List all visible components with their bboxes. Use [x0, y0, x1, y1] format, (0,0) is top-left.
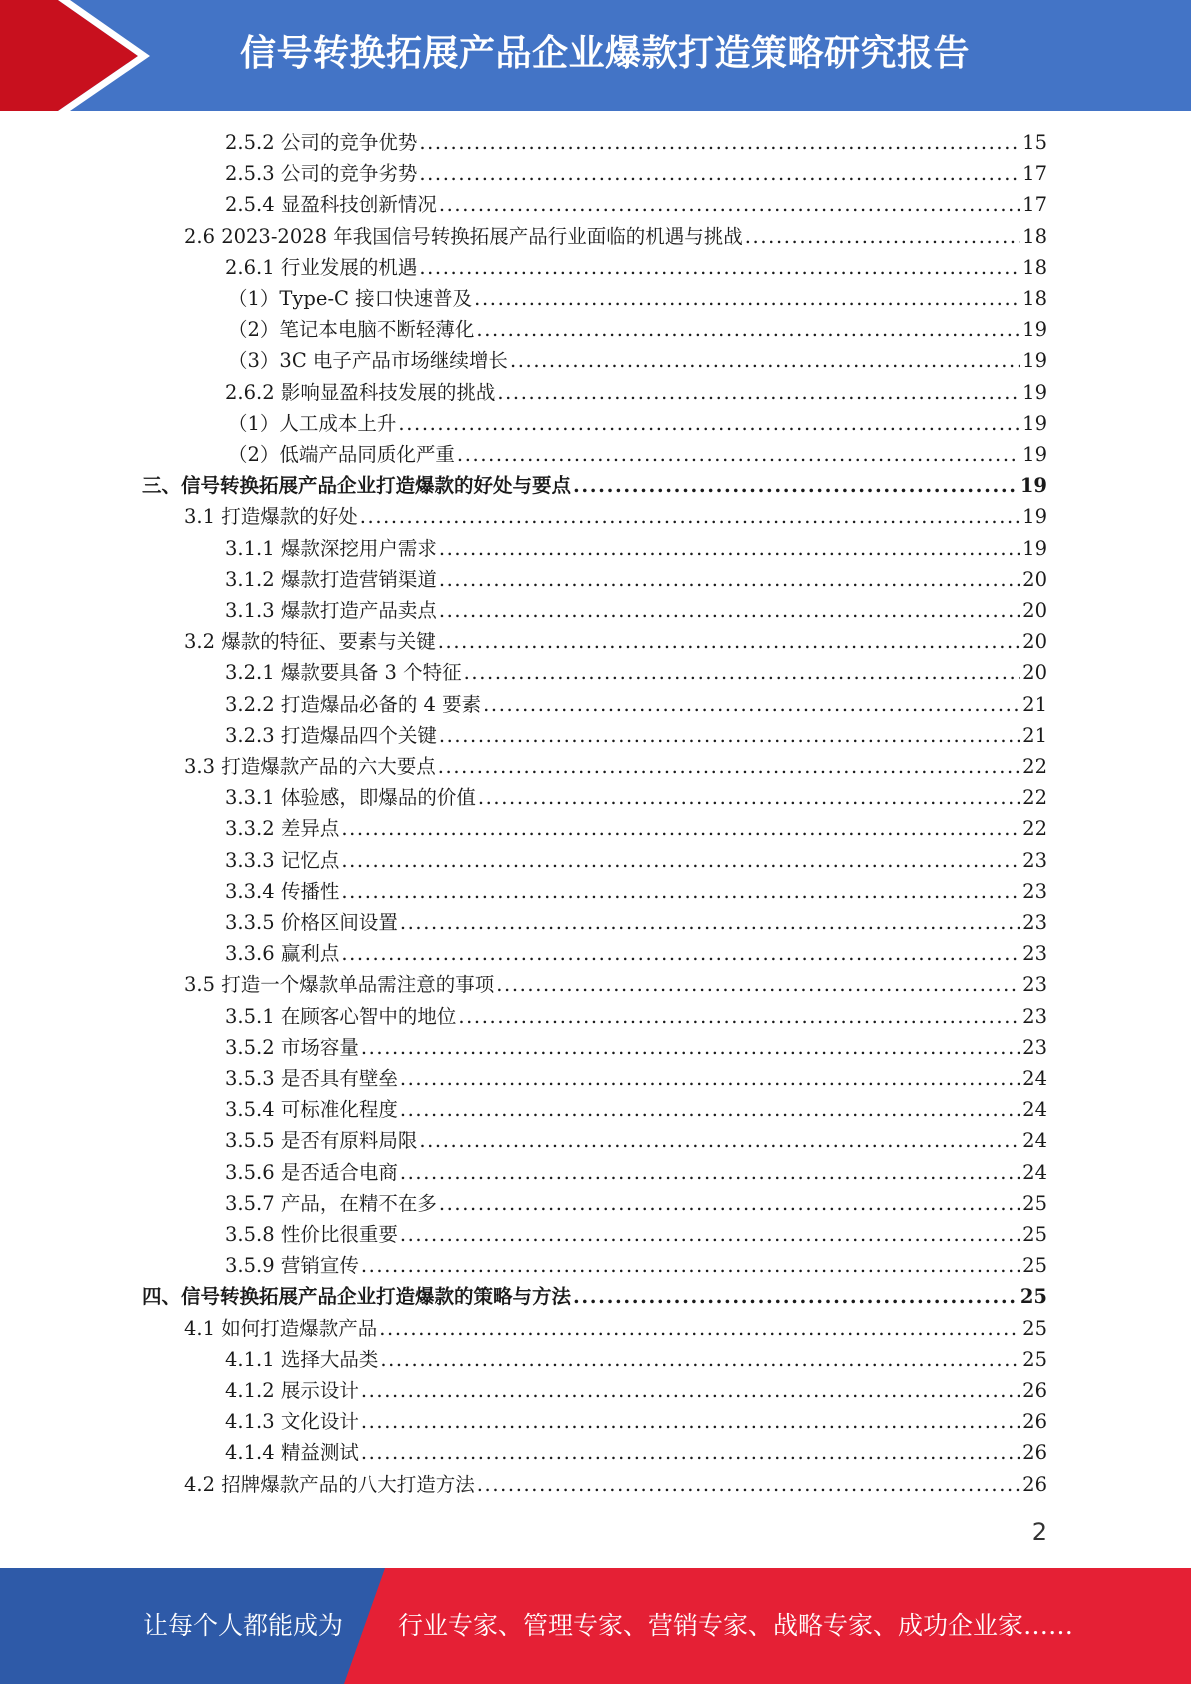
toc-entry-title: 2.6 2023-2028 年我国信号转换拓展产品行业面临的机遇与挑战 — [184, 224, 743, 248]
toc-dot-leader — [477, 1469, 1020, 1500]
toc-entry[interactable] — [225, 1406, 1047, 1437]
toc-dot-leader — [510, 345, 1020, 376]
toc-entry-page: 24 — [1022, 1129, 1047, 1153]
toc-entry-title: 3.5.2 市场容量 — [225, 1035, 359, 1059]
toc-entry-page: 26 — [1022, 1379, 1047, 1402]
toc-entry-page: 19 — [1022, 443, 1047, 466]
toc-entry-page: 23 — [1022, 1035, 1047, 1059]
toc-entry-page: 25 — [1022, 1316, 1047, 1340]
toc-entry-page: 25 — [1022, 1223, 1047, 1246]
toc-entry[interactable] — [225, 252, 1047, 283]
toc-entry[interactable] — [142, 470, 1047, 501]
toc-entry[interactable] — [225, 127, 1047, 158]
toc-dot-leader — [496, 969, 1020, 1000]
toc-entry[interactable] — [225, 907, 1047, 938]
toc-entry-page: 19 — [1019, 474, 1047, 498]
toc-dot-leader — [439, 595, 1020, 626]
toc-entry-page: 25 — [1022, 1191, 1047, 1215]
toc-dot-leader — [400, 1063, 1020, 1094]
toc-dot-leader — [476, 314, 1020, 345]
toc-dot-leader — [745, 221, 1020, 252]
toc-entry-page: 20 — [1022, 567, 1047, 591]
toc-entry-title: 3.3.1 体验感，即爆品的价值 — [225, 786, 476, 810]
toc-entry[interactable] — [228, 283, 1047, 314]
toc-dot-leader — [458, 1001, 1020, 1032]
toc-entry-title: 3.3.4 传播性 — [225, 879, 340, 903]
toc-dot-leader — [361, 1032, 1020, 1063]
toc-entry-title: 3.3.3 记忆点 — [225, 848, 340, 872]
toc-entry-title: 3.5.7 产品，在精不在多 — [225, 1191, 437, 1215]
toc-dot-leader — [341, 813, 1020, 844]
toc-entry-title: 4.1 如何打造爆款产品 — [184, 1316, 378, 1340]
toc-entry-title: 四、信号转换拓展产品企业打造爆款的策略与方法 — [142, 1285, 572, 1309]
toc-entry[interactable] — [142, 1281, 1047, 1312]
toc-dot-leader — [379, 1313, 1020, 1344]
toc-entry-page: 26 — [1022, 1410, 1047, 1434]
toc-entry-page: 21 — [1022, 692, 1047, 716]
toc-dot-leader — [361, 1437, 1020, 1468]
toc-entry-page: 19 — [1022, 536, 1047, 560]
toc-dot-leader — [361, 1375, 1020, 1406]
toc-entry-title: 3.3.6 赢利点 — [225, 942, 340, 966]
toc-dot-leader — [439, 720, 1020, 751]
toc-dot-leader — [419, 252, 1020, 283]
toc-entry-page: 23 — [1022, 879, 1047, 903]
toc-entry-title: （3）3C 电子产品市场继续增长 — [228, 349, 508, 373]
toc-entry[interactable] — [225, 1250, 1047, 1281]
toc-entry-title: 3.5.6 是否适合电商 — [225, 1160, 398, 1184]
toc-entry[interactable] — [225, 782, 1047, 813]
toc-entry-page: 19 — [1022, 349, 1047, 373]
toc-entry[interactable] — [184, 751, 1047, 782]
toc-entry-title: 3.3.2 差异点 — [225, 817, 340, 841]
toc-entry[interactable] — [225, 158, 1047, 189]
toc-entry[interactable] — [225, 689, 1047, 720]
toc-dot-leader — [360, 501, 1020, 532]
toc-dot-leader — [438, 751, 1020, 782]
toc-entry-title: 3.5.9 营销宣传 — [225, 1254, 359, 1278]
toc-entry-page: 18 — [1022, 287, 1047, 310]
toc-dot-leader — [474, 283, 1020, 314]
toc-entry-page: 20 — [1022, 661, 1047, 685]
toc-dot-leader — [419, 127, 1020, 158]
toc-entry[interactable] — [184, 1313, 1047, 1344]
toc-entry-page: 25 — [1022, 1254, 1047, 1278]
toc-entry-page: 17 — [1022, 193, 1047, 217]
toc-entry[interactable] — [228, 408, 1047, 439]
toc-dot-leader — [439, 564, 1020, 595]
toc-entry-page: 25 — [1019, 1285, 1047, 1309]
toc-entry-page: 18 — [1022, 255, 1047, 279]
footer-slogan-left: 让每个人都能成为 — [143, 1611, 344, 1640]
toc-entry-page: 26 — [1022, 1441, 1047, 1465]
toc-entry-title: 2.6.2 影响显盈科技发展的挑战 — [225, 380, 496, 404]
toc-entry[interactable] — [225, 1063, 1047, 1094]
toc-entry-page: 20 — [1022, 630, 1047, 654]
report-title: 信号转换拓展产品企业爆款打造策略研究报告 — [240, 33, 971, 74]
toc-entry[interactable] — [225, 876, 1047, 907]
toc-entry[interactable] — [225, 1094, 1047, 1125]
toc-entry-page: 15 — [1022, 131, 1047, 154]
toc-entry-page: 23 — [1022, 973, 1047, 997]
toc-entry[interactable] — [184, 501, 1047, 532]
toc-entry[interactable] — [225, 1188, 1047, 1219]
toc-entry[interactable] — [225, 1437, 1047, 1468]
toc-entry-page: 23 — [1022, 1004, 1047, 1028]
toc-entry-page: 19 — [1022, 505, 1047, 529]
toc-entry-page: 24 — [1022, 1067, 1047, 1090]
toc-entry-title: 3.1.2 爆款打造营销渠道 — [225, 567, 437, 591]
toc-entry[interactable] — [225, 720, 1047, 751]
toc-entry[interactable] — [228, 439, 1047, 470]
toc-entry[interactable] — [228, 345, 1047, 376]
toc-dot-leader — [483, 689, 1020, 720]
page-footer — [0, 1568, 1191, 1684]
toc-entry-title: 2.6.1 行业发展的机遇 — [225, 255, 418, 279]
toc-entry-title: 2.5.4 显盈科技创新情况 — [225, 193, 437, 217]
toc-entry-title: 3.1.3 爆款打造产品卖点 — [225, 599, 437, 622]
toc-dot-leader — [419, 158, 1020, 189]
toc-dot-leader — [400, 1157, 1020, 1188]
toc-entry-page: 21 — [1022, 723, 1047, 747]
toc-entry-page: 24 — [1022, 1098, 1047, 1122]
toc-entry-page: 20 — [1022, 599, 1047, 622]
toc-entry[interactable] — [225, 1375, 1047, 1406]
toc-dot-leader — [438, 626, 1020, 657]
toc-dot-leader — [573, 470, 1018, 501]
toc-entry-title: 4.1.4 精益测试 — [225, 1441, 359, 1465]
toc-entry-title: 3.5.4 可标准化程度 — [225, 1098, 398, 1122]
toc-entry-title: 3.1 打造爆款的好处 — [184, 505, 358, 529]
toc-dot-leader — [439, 1188, 1020, 1219]
toc-entry-title: 3.2.3 打造爆品四个关键 — [225, 723, 437, 747]
footer-slogan-right: 行业专家、管理专家、营销专家、战略专家、成功企业家…… — [398, 1611, 1074, 1640]
toc-entry[interactable] — [225, 595, 1047, 626]
toc-entry-page: 19 — [1022, 411, 1047, 435]
toc-entry[interactable] — [225, 564, 1047, 595]
toc-entry[interactable] — [184, 626, 1047, 657]
toc-entry[interactable] — [225, 533, 1047, 564]
toc-entry[interactable] — [225, 1032, 1047, 1063]
toc-entry-page: 22 — [1022, 786, 1047, 810]
toc-entry[interactable] — [225, 1125, 1047, 1156]
toc-entry-page: 19 — [1022, 318, 1047, 342]
toc-entry-title: 3.1.1 爆款深挖用户需求 — [225, 536, 437, 560]
toc-dot-leader — [400, 907, 1020, 938]
toc-entry-page: 17 — [1022, 162, 1047, 186]
toc-entry-page: 24 — [1022, 1160, 1047, 1184]
toc-entry[interactable] — [184, 221, 1047, 252]
toc-entry[interactable] — [225, 813, 1047, 844]
toc-dot-leader — [457, 439, 1020, 470]
toc-entry-title: 3.5.8 性价比很重要 — [225, 1223, 398, 1246]
toc-dot-leader — [341, 876, 1020, 907]
toc-entry-title: 3.5.1 在顾客心智中的地位 — [225, 1004, 457, 1028]
toc-entry-page: 18 — [1022, 224, 1047, 248]
toc-entry-title: 3.5.3 是否具有壁垒 — [225, 1067, 398, 1090]
toc-entry[interactable] — [225, 1001, 1047, 1032]
toc-entry-page: 23 — [1022, 848, 1047, 872]
toc-entry-title: 3.3 打造爆款产品的六大要点 — [184, 755, 436, 778]
toc-entry[interactable] — [225, 377, 1047, 408]
toc-dot-leader — [419, 1125, 1020, 1156]
toc-dot-leader — [380, 1344, 1020, 1375]
toc-entry-page: 23 — [1022, 911, 1047, 934]
toc-entry[interactable] — [228, 314, 1047, 345]
page-number: 2 — [1031, 1518, 1047, 1546]
toc-entry-page: 26 — [1022, 1472, 1047, 1496]
toc-dot-leader — [464, 657, 1021, 688]
toc-dot-leader — [497, 377, 1020, 408]
toc-entry[interactable] — [225, 657, 1047, 688]
toc-entry-title: 3.2 爆款的特征、要素与关键 — [184, 630, 436, 654]
toc-entry-title: 2.5.2 公司的竞争优势 — [225, 131, 418, 154]
toc-dot-leader — [573, 1281, 1018, 1312]
toc-entry-title: 4.1.1 选择大品类 — [225, 1347, 379, 1371]
toc-dot-leader — [439, 533, 1020, 564]
toc-entry[interactable] — [225, 1157, 1047, 1188]
toc-entry-title: 3.3.5 价格区间设置 — [225, 911, 398, 934]
toc-entry-page: 23 — [1022, 942, 1047, 966]
toc-dot-leader — [400, 1219, 1020, 1250]
toc-entry-title: （1）Type-C 接口快速普及 — [228, 287, 473, 310]
toc-entry-page: 19 — [1022, 380, 1047, 404]
toc-entry[interactable] — [225, 1219, 1047, 1250]
toc-entry[interactable] — [225, 189, 1047, 220]
toc-dot-leader — [361, 1250, 1020, 1281]
toc-dot-leader — [400, 1094, 1020, 1125]
toc-entry[interactable] — [225, 845, 1047, 876]
toc-dot-leader — [341, 938, 1020, 969]
toc-entry-page: 25 — [1022, 1347, 1047, 1371]
toc-entry-title: 3.5.5 是否有原料局限 — [225, 1129, 418, 1153]
toc-entry-title: 4.2 招牌爆款产品的八大打造方法 — [184, 1472, 475, 1496]
toc-entry[interactable] — [184, 1469, 1047, 1500]
toc-entry-page: 22 — [1022, 755, 1047, 778]
toc-entry-title: 2.5.3 公司的竞争劣势 — [225, 162, 418, 186]
toc-dot-leader — [341, 845, 1020, 876]
toc-dot-leader — [439, 189, 1020, 220]
toc-entry-title: （2）笔记本电脑不断轻薄化 — [228, 318, 475, 342]
toc-entry-title: 4.1.2 展示设计 — [225, 1379, 359, 1402]
toc-entry-page: 22 — [1022, 817, 1047, 841]
toc-entry[interactable] — [225, 1344, 1047, 1375]
toc-entry-title: 3.5 打造一个爆款单品需注意的事项 — [184, 973, 495, 997]
toc-entry-title: （2）低端产品同质化严重 — [228, 443, 455, 466]
toc-dot-leader — [398, 408, 1020, 439]
toc-entry-title: 4.1.3 文化设计 — [225, 1410, 359, 1434]
toc-entry-title: （1）人工成本上升 — [228, 411, 397, 435]
toc-entry-title: 3.2.1 爆款要具备 3 个特征 — [225, 661, 462, 685]
toc-dot-leader — [361, 1406, 1020, 1437]
toc-entry-title: 3.2.2 打造爆品必备的 4 要素 — [225, 692, 482, 716]
toc-entry[interactable] — [225, 938, 1047, 969]
toc-entry[interactable] — [184, 969, 1047, 1000]
page-header — [0, 0, 1191, 111]
toc-entry-title: 三、信号转换拓展产品企业打造爆款的好处与要点 — [142, 474, 572, 498]
toc-dot-leader — [478, 782, 1020, 813]
